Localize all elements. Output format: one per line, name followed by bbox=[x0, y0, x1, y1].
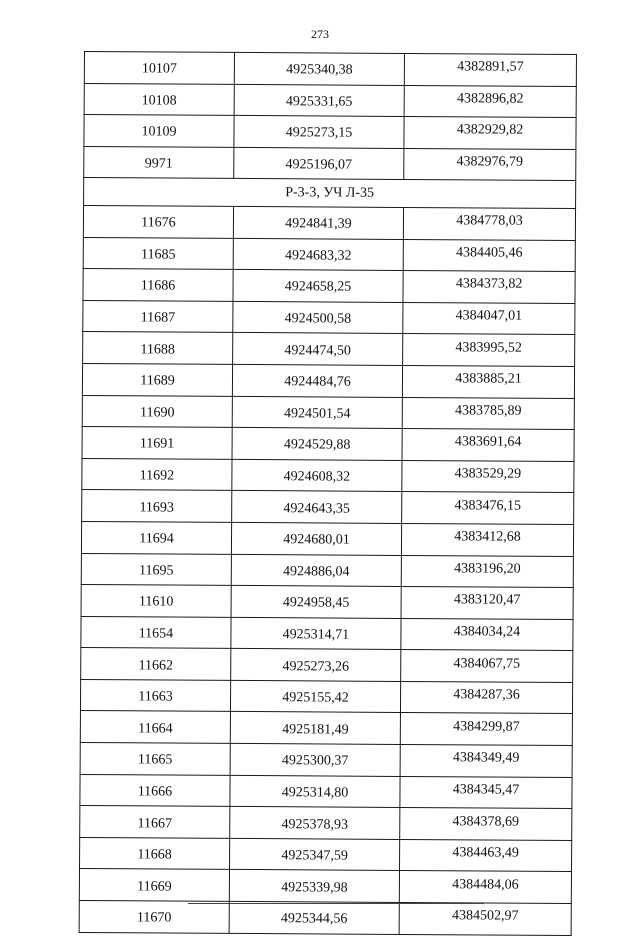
table-row bbox=[81, 585, 573, 620]
point-number-cell: 11676 bbox=[83, 205, 233, 238]
x-coordinate-cell: 4924501,54 bbox=[232, 396, 402, 429]
y-coordinate-cell: 4383885,21 bbox=[402, 365, 574, 398]
y-coordinate-cell: 4382976,79 bbox=[404, 148, 576, 181]
section-row bbox=[84, 178, 576, 209]
point-number-cell: 11669 bbox=[79, 869, 229, 902]
y-coordinate-cell: 4382929,82 bbox=[404, 117, 576, 150]
point-number-cell: 11695 bbox=[81, 553, 231, 586]
table-row bbox=[79, 901, 571, 936]
y-coordinate-cell: 4384034,24 bbox=[401, 618, 573, 651]
page-number: 273 bbox=[311, 27, 329, 41]
x-coordinate-cell: 4925331,65 bbox=[234, 84, 404, 117]
x-coordinate-cell: 4925300,37 bbox=[230, 743, 400, 776]
x-coordinate-cell: 4924658,25 bbox=[233, 270, 403, 303]
x-coordinate-cell: 4924608,32 bbox=[232, 459, 402, 492]
y-coordinate-cell: 4384502,97 bbox=[399, 902, 571, 935]
x-coordinate-cell: 4924683,32 bbox=[233, 238, 403, 271]
point-number-cell: 11693 bbox=[82, 490, 232, 523]
point-number-cell: 11666 bbox=[80, 774, 230, 807]
y-coordinate-cell: 4383196,20 bbox=[401, 555, 573, 588]
table-row bbox=[84, 83, 576, 118]
table-row bbox=[83, 205, 575, 240]
table-row bbox=[82, 363, 574, 398]
table-row bbox=[81, 648, 573, 683]
point-number-cell: 11685 bbox=[83, 237, 233, 270]
table-row bbox=[80, 806, 572, 841]
table-row bbox=[81, 616, 573, 651]
point-number-cell: 11686 bbox=[83, 269, 233, 302]
point-number-cell: 11670 bbox=[79, 901, 229, 934]
x-coordinate-cell: 4925155,42 bbox=[230, 680, 400, 713]
x-coordinate-cell: 4925378,93 bbox=[230, 807, 400, 840]
table-row bbox=[82, 395, 574, 430]
y-coordinate-cell: 4384378,69 bbox=[400, 808, 572, 841]
x-coordinate-cell: 4925196,07 bbox=[234, 147, 404, 180]
table-row bbox=[79, 869, 571, 904]
table-row bbox=[84, 115, 576, 150]
y-coordinate-cell: 4383785,89 bbox=[402, 397, 574, 430]
point-number-cell: 11610 bbox=[81, 585, 231, 618]
x-coordinate-cell: 4924474,50 bbox=[233, 333, 403, 366]
x-coordinate-cell: 4925339,98 bbox=[229, 870, 399, 903]
table-row bbox=[82, 458, 574, 493]
y-coordinate-cell: 4384067,75 bbox=[401, 650, 573, 683]
y-coordinate-cell: 4383529,29 bbox=[402, 460, 574, 493]
point-number-cell: 11663 bbox=[80, 679, 230, 712]
y-coordinate-cell: 4383691,64 bbox=[402, 429, 574, 462]
y-coordinate-cell: 4382891,57 bbox=[404, 53, 576, 86]
table-row bbox=[84, 52, 576, 87]
point-number-cell: 10109 bbox=[84, 115, 234, 148]
x-coordinate-cell: 4925273,15 bbox=[234, 116, 404, 149]
x-coordinate-cell: 4924958,45 bbox=[231, 586, 401, 619]
section-title: Р-3-3, УЧ Л-35 bbox=[84, 178, 576, 209]
point-number-cell: 11662 bbox=[81, 648, 231, 681]
y-coordinate-cell: 4384287,36 bbox=[400, 681, 572, 714]
x-coordinate-cell: 4925273,26 bbox=[231, 649, 401, 682]
x-coordinate-cell: 4924529,88 bbox=[232, 428, 402, 461]
table-row bbox=[82, 490, 574, 525]
point-number-cell: 11668 bbox=[80, 837, 230, 870]
y-coordinate-cell: 4383120,47 bbox=[401, 587, 573, 620]
table-row bbox=[83, 269, 575, 304]
table-row bbox=[84, 146, 576, 181]
coordinates-table-body bbox=[79, 52, 576, 936]
scan-edge-line bbox=[188, 903, 484, 904]
y-coordinate-cell: 4384345,47 bbox=[400, 776, 572, 809]
table-row bbox=[83, 300, 575, 335]
y-coordinate-cell: 4384463,49 bbox=[399, 839, 571, 872]
x-coordinate-cell: 4925340,38 bbox=[234, 52, 404, 85]
point-number-cell: 11687 bbox=[83, 300, 233, 333]
point-number-cell: 11689 bbox=[82, 363, 232, 396]
table-row bbox=[80, 743, 572, 778]
table-row bbox=[80, 837, 572, 872]
coordinates-table bbox=[79, 51, 577, 936]
point-number-cell: 11654 bbox=[81, 616, 231, 649]
x-coordinate-cell: 4924500,58 bbox=[233, 301, 403, 334]
table-row bbox=[80, 774, 572, 809]
point-number-cell: 11664 bbox=[80, 711, 230, 744]
table-row bbox=[83, 237, 575, 272]
y-coordinate-cell: 4384778,03 bbox=[403, 207, 575, 240]
table-row bbox=[80, 679, 572, 714]
y-coordinate-cell: 4384405,46 bbox=[403, 239, 575, 272]
y-coordinate-cell: 4384349,49 bbox=[400, 745, 572, 778]
point-number-cell: 9971 bbox=[84, 146, 234, 179]
table-row bbox=[83, 332, 575, 367]
point-number-cell: 11691 bbox=[82, 427, 232, 460]
x-coordinate-cell: 4925314,80 bbox=[230, 775, 400, 808]
table-row bbox=[80, 711, 572, 746]
point-number-cell: 11688 bbox=[83, 332, 233, 365]
point-number-cell: 11692 bbox=[82, 458, 232, 491]
point-number-cell: 11694 bbox=[81, 521, 231, 554]
x-coordinate-cell: 4924484,76 bbox=[232, 364, 402, 397]
x-coordinate-cell: 4924841,39 bbox=[233, 206, 403, 239]
x-coordinate-cell: 4924886,04 bbox=[231, 554, 401, 587]
point-number-cell: 11690 bbox=[82, 395, 232, 428]
point-number-cell: 11667 bbox=[80, 806, 230, 839]
y-coordinate-cell: 4384373,82 bbox=[403, 271, 575, 304]
y-coordinate-cell: 4383476,15 bbox=[402, 492, 574, 525]
table-row bbox=[81, 553, 573, 588]
point-number-cell: 10108 bbox=[84, 83, 234, 116]
x-coordinate-cell: 4924643,35 bbox=[232, 491, 402, 524]
table-row bbox=[81, 521, 573, 556]
x-coordinate-cell: 4925314,71 bbox=[231, 617, 401, 650]
y-coordinate-cell: 4384299,87 bbox=[400, 713, 572, 746]
x-coordinate-cell: 4925347,59 bbox=[230, 838, 400, 871]
x-coordinate-cell: 4924680,01 bbox=[231, 522, 401, 555]
y-coordinate-cell: 4383995,52 bbox=[403, 334, 575, 367]
y-coordinate-cell: 4384484,06 bbox=[399, 871, 571, 904]
table-row bbox=[82, 427, 574, 462]
x-coordinate-cell: 4925181,49 bbox=[230, 712, 400, 745]
y-coordinate-cell: 4384047,01 bbox=[403, 302, 575, 335]
y-coordinate-cell: 4382896,82 bbox=[404, 85, 576, 118]
point-number-cell: 10107 bbox=[84, 52, 234, 85]
y-coordinate-cell: 4383412,68 bbox=[401, 523, 573, 556]
point-number-cell: 11665 bbox=[80, 743, 230, 776]
x-coordinate-cell: 4925344,56 bbox=[229, 901, 399, 934]
